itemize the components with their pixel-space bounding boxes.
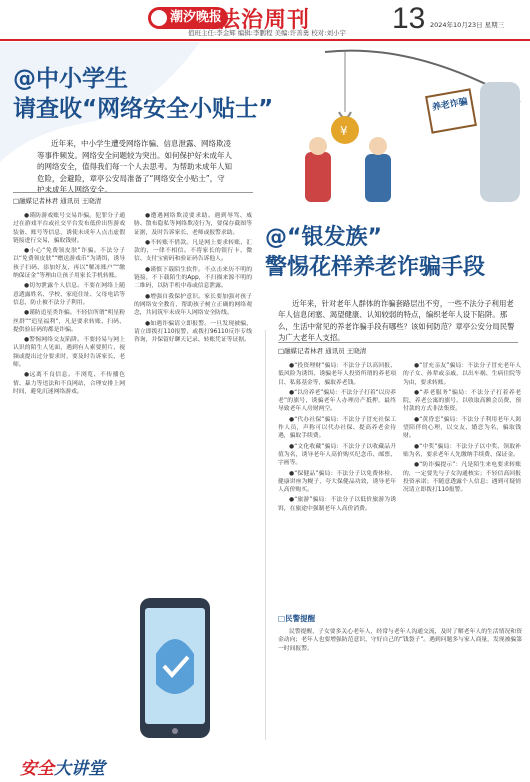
masthead	[0, 0, 530, 40]
paragraph: ●“中奖”骗局：不法分子以中奖、领取补贴为名，要求老年人先缴纳手续费、保证金。	[403, 443, 521, 458]
banner-blue-text: 大讲堂	[54, 759, 105, 779]
article1-body-col2	[134, 212, 252, 346]
paragraph: ●增强自我保护意识。家长要加强对孩子的网络安全教育，帮助孩子树立正确的网络观念，共同筑牢未成年人网络安全防线。	[134, 293, 252, 317]
article1-lead: 近年来，中小学生遭受网络诈骗、信息泄露、网络欺凌等事件频发。网络安全问题较为突出。如何保护好未成年人的网络安全，值得我们每一个人去思考。为帮助未成年人知危险，会避险，章亭公安局准备了“网络安全小贴士”，守护未成年人网络安全。	[37, 139, 232, 194]
paragraph: ●“代办社保”骗局：不法分子冒充社保工作人员，声称可以代办社保、提高养老金待遇，骗取手续费。	[278, 416, 396, 440]
paragraph: ●远离不良信息。不浏览、不传播色情、暴力等违法和不良网站，合理安排上网时间，避免沉迷网络游戏。	[13, 372, 125, 395]
article2-title-line2: 警惕花样养老诈骗手段	[265, 255, 486, 280]
page-number: 13	[392, 2, 426, 35]
paragraph: ●小心“免费领皮肤”诈骗。不法分子以“免费领皮肤”“赠送游戏币”为诱饵，诱导孩子扫码、添加好友，再以“解冻账户”“缴纳保证金”等理由让孩子用家长手机转账。	[13, 248, 125, 280]
paragraph: 民警提醒，子女要多关心老年人，经常与老年人沟通交流，及时了解老年人的生活情况和资金动向；老年人也要增强防范意识，守好自己的“钱袋子”。遇到问题多与家人商量，发现被骗第一时间报警。	[278, 629, 522, 652]
paragraph: ●切勿泄露个人信息。不要在网络上随意透露姓名、学校、家庭住址、父母电话等信息，防止被不法分子利用。	[13, 283, 125, 306]
paragraph: ●“投资理财”骗局：不法分子以高回报、低风险为诱饵，诱骗老年人投资所谓的养老项目、私募基金等，骗取养老钱。	[278, 363, 396, 386]
paragraph: ●谨防游戏账号交易诈骗。犯罪分子通过在游戏平台或社交平台发布低价出售游戏装备、账号等信息，诱使未成年人点击虚假链接进行交易，骗取钱财。	[13, 213, 125, 244]
paragraph: ●警惕网络交友陷阱。不要轻易与网上认识的陌生人见面，遇到有人索要照片、视频或提出过分要求时，要及时告诉家长、老师。	[13, 337, 125, 369]
article1-body-col1	[13, 212, 125, 398]
article2-title-line1: @“银发族”	[265, 225, 382, 250]
article2-body-col1	[278, 362, 396, 515]
paragraph: ●不转账不借款。凡是网上要求转账、汇款的，一律不相信。不将家长的银行卡、微信、支付宝密码和验证码告诉他人。	[134, 239, 252, 263]
paragraph: ●“以房养老”骗局：不法分子打着“以房养老”的旗号，诱骗老年人办理房产抵押，最终导致老年人房财两空。	[278, 389, 396, 413]
sign-text: 养老诈骗	[431, 97, 469, 114]
article2-byline: □融媒记者林君 通讯员 王晓清	[278, 342, 518, 355]
police-tips-body	[278, 628, 522, 655]
paragraph: ●如遇诈骗请立即报警。一旦发现被骗，请立即拨打110报警，或拨打96110反诈专线咨询，并保留好聊天记录、转账凭证等证据。	[134, 320, 252, 344]
paragraph: ●“防诈骗提示”：凡是陌生来电要求转账的，一定要先与子女沟通核实；不轻信高回报投资承诺；不随意透露个人信息；遇到可疑情况请立即拨打110报警。	[403, 462, 521, 494]
paragraph: ●“黄昏恋”骗局：不法分子利用老年人渴望陪伴的心理，以交友、婚恋为名，骗取钱财。	[403, 416, 521, 440]
paragraph: ●“冒充亲友”骗局：不法分子冒充老年人的子女、孙辈或亲戚，以出车祸、生病住院等为由，要求转账。	[403, 363, 521, 386]
elderly-scam-sign	[425, 88, 477, 133]
paragraph: ●“保健品”骗局：不法分子以免费体检、健康讲座为幌子，夸大保健品功效，诱导老年人高价购买。	[278, 470, 396, 494]
paragraph: ●谨防追星类诈骗。不轻信所谓“明星粉丝群”“追星福利”，凡是要求转账、扫码、提供验证码的都是诈骗。	[13, 310, 125, 333]
paragraph: ●“养老服务”骗局：不法分子打着养老院、养老公寓的旗号，以收取高额会员费、预付款的方式非法集资。	[403, 389, 521, 413]
date-text: 2024年10月23日	[430, 21, 483, 29]
footer-banner	[0, 746, 530, 782]
svg-text:¥: ¥	[340, 124, 348, 138]
article2-body-col2	[403, 362, 521, 496]
article1-title-line1: @中小学生	[13, 66, 128, 92]
paragraph: ●“旅游”骗局：不法分子以低价旅游为诱饵，在旅途中强制老年人高价消费。	[278, 497, 396, 512]
paragraph: ●谨慎下载陌生软件。不点击来历不明的链接，不下载陌生的App，不扫描来源不明的二维码，以防手机中毒或信息泄露。	[134, 266, 252, 290]
phone-illustration	[134, 594, 226, 744]
paragraph: ●遭遇网络欺凌要求助。遇到辱骂、威胁、散布隐私等网络欺凌行为，要保存截图等证据，及时告诉家长、老师或报警求助。	[134, 213, 252, 236]
logo-icon	[151, 10, 167, 26]
newspaper-name: 潮汐晚报	[170, 10, 223, 25]
article2-lead: 近年来，针对老年人群体的诈骗套路层出不穷，一些不法分子利用老年人信息闭塞、渴望健康、认知较弱的特点，编织老年人设下陷阱。那么，生活中常见的养老诈骗手段有哪些？该如何防范？章亭公安分局民警为广大老年人支招。	[278, 299, 515, 342]
weekday-text: 星期三	[484, 21, 505, 29]
issue-date	[430, 20, 504, 29]
police-tips-heading: □民警提醒	[278, 614, 316, 623]
safety-lecture-logo	[20, 754, 105, 779]
newspaper-logo	[148, 7, 228, 29]
banner-red-text: 安全	[20, 759, 54, 779]
column-divider	[265, 330, 266, 740]
scam-fishing-illustration	[265, 42, 530, 222]
editor-credits: 值班主任:李金辉 编辑:李鹏程 美编:许善勇 校对:刘小宇	[188, 29, 346, 37]
section-title: 法治周刊	[218, 7, 311, 33]
paragraph: ●“文化收藏”骗局：不法分子以收藏品升值为名，诱导老年人高价购买纪念币、邮票、字画等。	[278, 443, 396, 467]
masthead-rule	[0, 39, 530, 41]
article1-byline: □融媒记者林君 通讯员 王晓清	[13, 192, 253, 205]
article1-title-line2: 请查收“网络安全小贴士”	[13, 96, 274, 122]
